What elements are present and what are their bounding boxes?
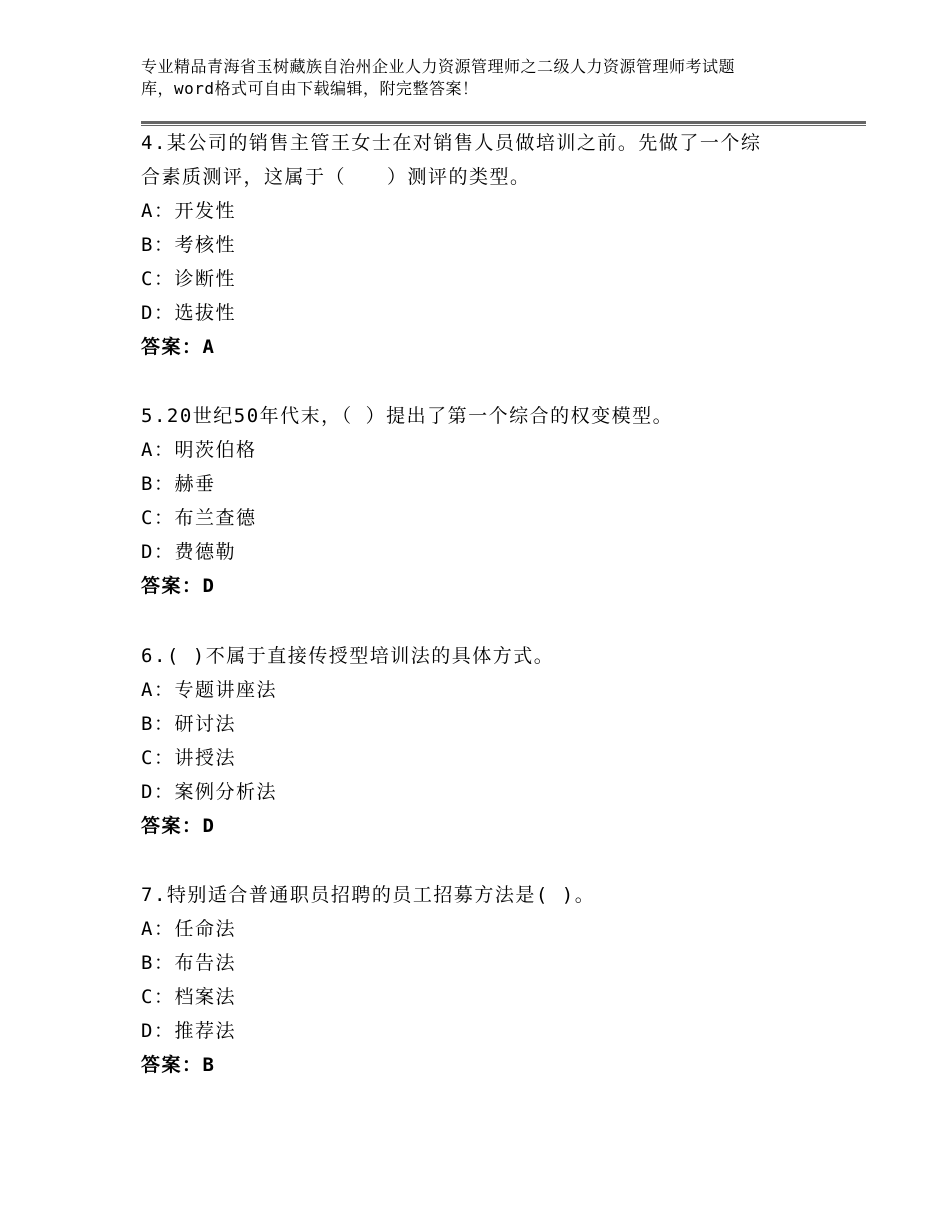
answer-line: 答案：A bbox=[141, 336, 216, 358]
question-stem-line: 7.特别适合普通职员招聘的员工招募方法是( )。 bbox=[141, 884, 596, 906]
option-b: B：赫垂 bbox=[141, 473, 216, 495]
option-d: D：案例分析法 bbox=[141, 781, 277, 803]
question-7 bbox=[141, 878, 841, 1082]
question-5 bbox=[141, 399, 841, 603]
answer-line: 答案：D bbox=[141, 815, 216, 837]
option-d: D：推荐法 bbox=[141, 1020, 236, 1042]
option-d: D：费德勒 bbox=[141, 541, 236, 563]
answer-line: 答案：D bbox=[141, 575, 216, 597]
option-a: A：开发性 bbox=[141, 200, 236, 222]
document-header bbox=[141, 56, 861, 100]
question-stem-line: 4.某公司的销售主管王女士在对销售人员做培训之前。先做了一个综 bbox=[141, 132, 762, 154]
option-b: B：布告法 bbox=[141, 952, 236, 974]
option-a: A：任命法 bbox=[141, 918, 236, 940]
answer-line: 答案：B bbox=[141, 1054, 216, 1076]
option-b: B：研讨法 bbox=[141, 713, 236, 735]
option-a: A：明茨伯格 bbox=[141, 439, 257, 461]
option-c: C：档案法 bbox=[141, 986, 236, 1008]
question-stem-line: 6.( )不属于直接传授型培训法的具体方式。 bbox=[141, 645, 555, 667]
option-c: C：布兰查德 bbox=[141, 507, 257, 529]
question-stem-line: 合素质测评，这属于（ ）测评的类型。 bbox=[141, 166, 531, 188]
option-c: C：讲授法 bbox=[141, 747, 236, 769]
question-6 bbox=[141, 639, 841, 843]
header-title-line-1: 专业精品青海省玉树藏族自治州企业人力资源管理师之二级人力资源管理师考试题 bbox=[141, 57, 736, 76]
question-stem-line: 5.20世纪50年代末，（ ）提出了第一个综合的权变模型。 bbox=[141, 405, 674, 427]
question-4 bbox=[141, 126, 841, 364]
option-c: C：诊断性 bbox=[141, 268, 236, 290]
option-a: A：专题讲座法 bbox=[141, 679, 277, 701]
header-title-line-2: 库，word格式可自由下载编辑，附完整答案！ bbox=[141, 79, 479, 98]
option-d: D：选拔性 bbox=[141, 302, 236, 324]
option-b: B：考核性 bbox=[141, 234, 236, 256]
